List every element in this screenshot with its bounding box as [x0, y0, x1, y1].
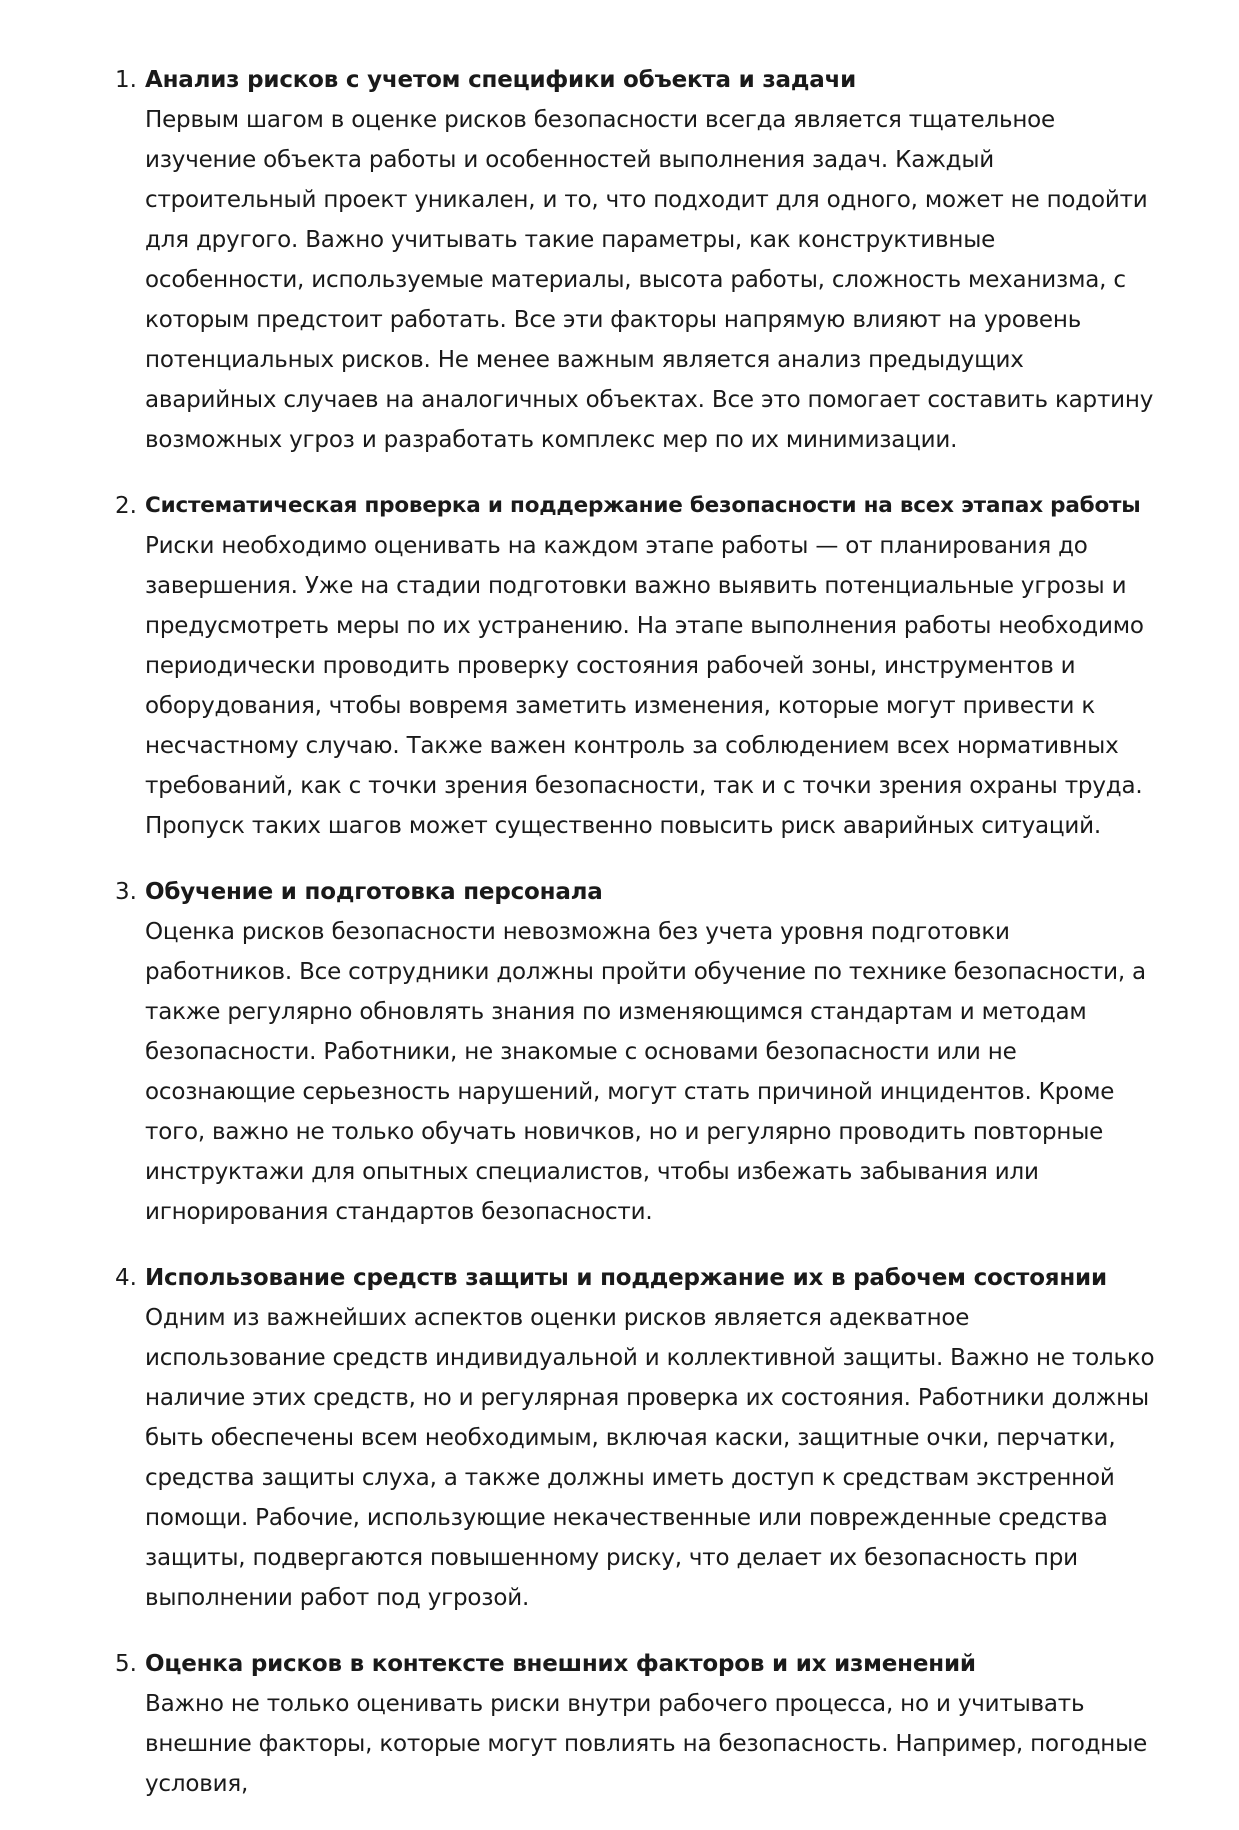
item-paragraph: Оценка рисков безопасности невозможна без учета уровня подготовки работников. Все сотрудники должны пройти обучение по технике безопасности, а также регулярно обновлять знания по изменяющимся стандартам и методам безопасности. Работники, не знакомые с основами безопасности или не осознающие серьезность нарушений, могут стать причиной инцидентов. Кроме того, важно не только обучать новичков, но и регулярно проводить повторные инструктажи для опытных специалистов, чтобы избежать забывания или игнорирования стандартов безопасности. — [145, 919, 1146, 1225]
item-paragraph: Одним из важнейших аспектов оценки рисков является адекватное использование средств индивидуальной и коллективной защиты. Важно не только наличие этих средств, но и регулярная проверка их состояния. Работники должны быть обеспечены всем необходимым, включая каски, защитные очки, перчатки, средства защиты слуха, а также должны иметь доступ к средствам экстренной помощи. Рабочие, использующие некачественные или поврежденные средства защиты, подвергаются повышенному риску, что делает их безопасность при выполнении работ под угрозой. — [145, 1305, 1155, 1611]
item-heading: Оценка рисков в контексте внешних факторов и их изменений — [145, 1651, 976, 1677]
item-number: 1. — [115, 67, 137, 93]
item-heading: Анализ рисков с учетом специфики объекта и задачи — [145, 67, 857, 93]
item-paragraph: Риски необходимо оценивать на каждом этапе работы — от планирования до завершения. Уже на стадии подготовки важно выявить потенциальные угрозы и предусмотреть меры по их устранению. На этапе выполнения работы необходимо периодически проводить проверку состояния рабочей зоны, инструментов и оборудования, чтобы вовремя заметить изменения, которые могут привести к несчастному случаю. Также важен контроль за соблюдением всех нормативных требований, как с точки зрения безопасности, так и с точки зрения охраны труда. Пропуск таких шагов может существенно повысить риск аварийных ситуаций. — [145, 533, 1144, 839]
item-paragraph: Первым шагом в оценке рисков безопасности всегда является тщательное изучение объекта работы и особенностей выполнения задач. Каждый строительный проект уникален, и то, что подходит для одного, может не подойти для другого. Важно учитывать такие параметры, как конструктивные особенности, используемые материалы, высота работы, сложность механизма, с которым предстоит работать. Все эти факторы напрямую влияют на уровень потенциальных рисков. Не менее важным является анализ предыдущих аварийных случаев на аналогичных объектах. Все это помогает составить картину возможных угроз и разработать комплекс мер по их минимизации. — [145, 107, 1154, 453]
item-heading: Использование средств защиты и поддержание их в рабочем состоянии — [145, 1265, 1107, 1291]
item-heading: Систематическая проверка и поддержание безопасности на всех этапах работы — [145, 493, 1141, 518]
item-number: 2. — [115, 493, 137, 519]
list-item — [115, 486, 1155, 846]
item-number: 3. — [115, 879, 137, 905]
item-heading: Обучение и подготовка персонала — [145, 879, 603, 905]
item-number: 4. — [115, 1265, 137, 1291]
list-item — [115, 872, 1155, 1232]
item-number: 5. — [115, 1651, 137, 1677]
numbered-list — [115, 60, 1155, 1830]
list-item — [115, 1644, 1155, 1804]
item-paragraph: Важно не только оценивать риски внутри рабочего процесса, но и учитывать внешние факторы, которые могут повлиять на безопасность. Например, погодные условия, — [145, 1691, 1148, 1797]
list-item — [115, 1258, 1155, 1618]
list-item — [115, 60, 1155, 460]
